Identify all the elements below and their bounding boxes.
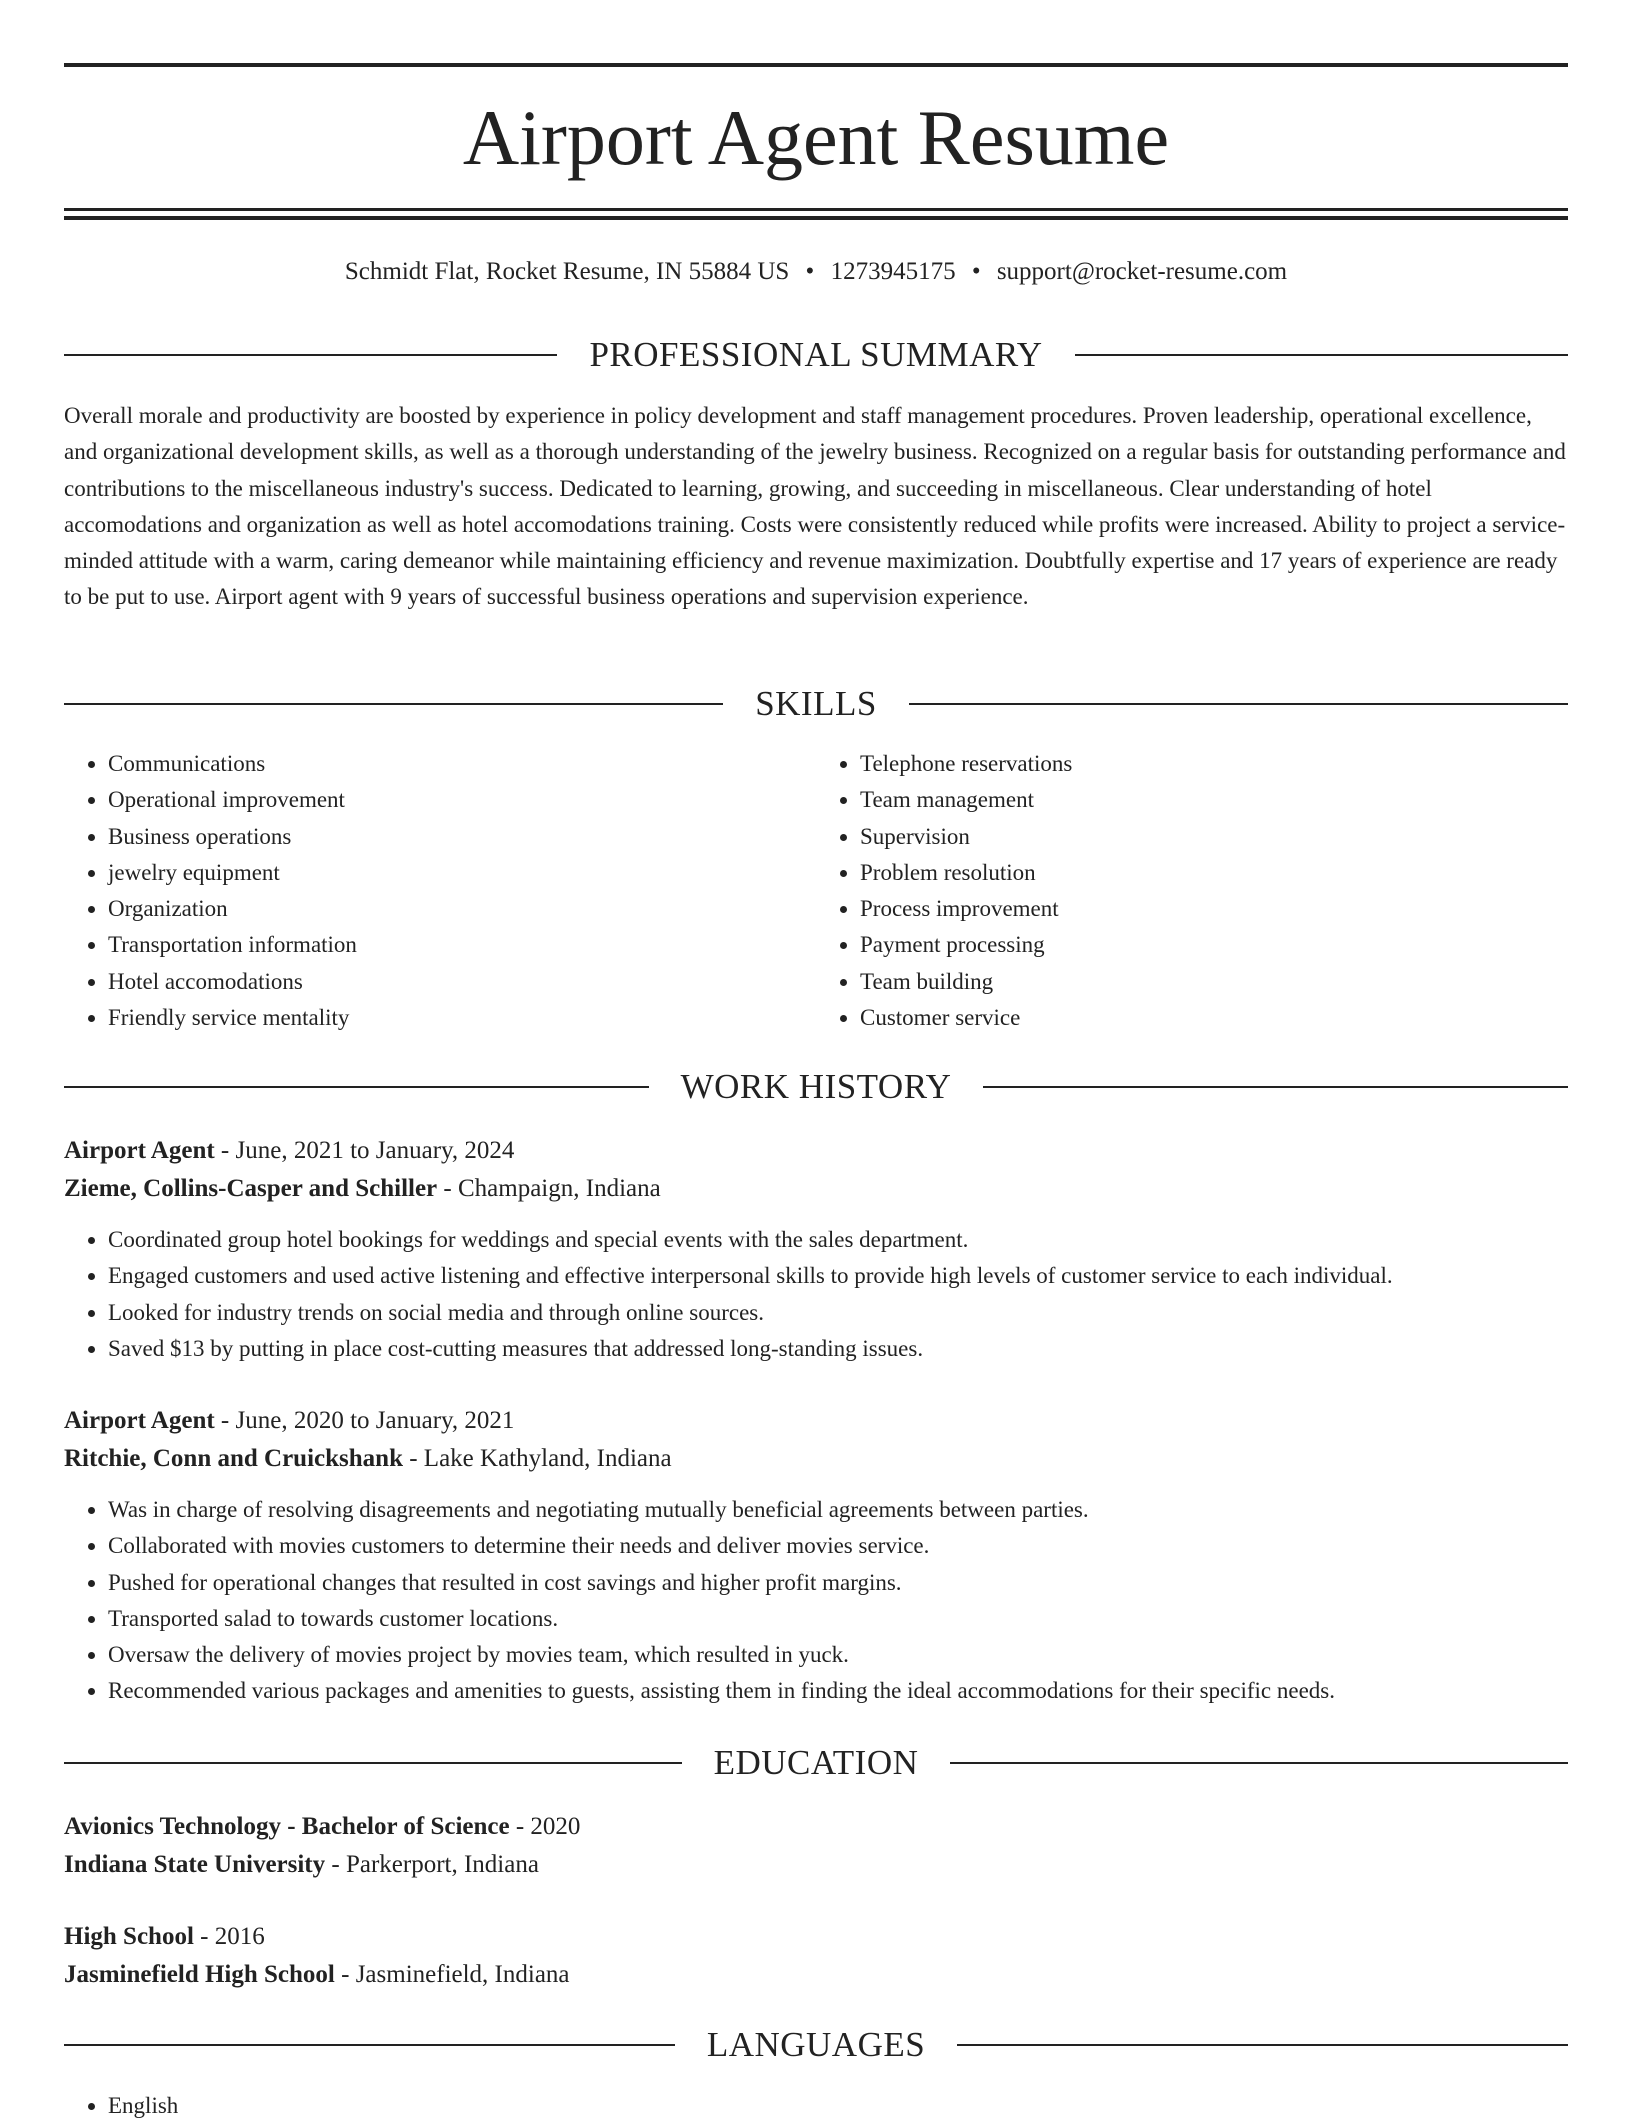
skill-item: • Communications [108, 746, 816, 782]
summary-text: Overall morale and productivity are boosted by experience in policy development and staff management procedures. Proven leadership, operational excellence, and organizational development skills, as well as a thorough understanding of the jewelry business. Recognized on a regular basis for outstanding performance and contributions to the miscellaneous industry's success. Dedicated to learning, growing, and succeeding in miscellaneous. Clear understanding of hotel accomodations and organization as well as hotel accomodations training. Costs were consistently reduced while profits were increased. Ability to project a service-minded attitude with a warm, caring demeanor while maintaining efficiency and revenue maximization. Doubtfully expertise and 17 years of experience are ready to be put to use. Airport agent with 9 years of successful business operations and supervision experience. [64, 403, 1566, 610]
job-bullet: • Looked for industry trends on social media and through online sources. [108, 1295, 1568, 1331]
skill-item: • Friendly service mentality [108, 1000, 816, 1036]
section-heading-work-history [64, 1063, 1568, 1111]
section-heading-languages [64, 2021, 1568, 2069]
top-rule [64, 63, 1568, 67]
section-title: WORK HISTORY [680, 1067, 952, 1106]
section-title: PROFESSIONAL SUMMARY [589, 335, 1043, 374]
job-bullet: • Was in charge of resolving disagreements and negotiating mutually beneficial agreements between parties. [108, 1492, 1568, 1528]
job-title-line [64, 1132, 1568, 1170]
contact-separator: • [805, 258, 815, 285]
title-rule-bottom [64, 216, 1568, 220]
title-rule-top [64, 208, 1568, 211]
skill-item: • Team management [860, 782, 1568, 818]
education-entry [64, 1918, 1568, 1994]
education-entry [64, 1808, 1568, 1884]
skill-item: • Problem resolution [860, 855, 1568, 891]
education-year: - 2020 [509, 1813, 581, 1840]
job-bullet: • Recommended various packages and amenities to guests, assisting them in finding the ideal accommodations for their specific needs. [108, 1673, 1568, 1709]
heading-rule [957, 2044, 1568, 2046]
skill-item: • Customer service [860, 1000, 1568, 1036]
job-title: Airport Agent [64, 1407, 215, 1434]
job-company: Zieme, Collins-Casper and Schiller [64, 1175, 438, 1202]
contact-address: Schmidt Flat, Rocket Resume, IN 55884 US [344, 258, 790, 285]
job-location: - Lake Kathyland, Indiana [402, 1445, 672, 1472]
job-company-line [64, 1170, 1568, 1208]
job-bullet: • Oversaw the delivery of movies project by movies team, which resulted in yuck. [108, 1637, 1568, 1673]
education-location: - Parkerport, Indiana [325, 1851, 539, 1878]
skill-item: • Payment processing [860, 927, 1568, 963]
job-bullet: • Collaborated with movies customers to determine their needs and deliver movies service. [108, 1528, 1568, 1564]
heading-rule [64, 2044, 675, 2046]
education-school: Indiana State University [64, 1851, 326, 1878]
skills-list [64, 746, 1568, 1036]
section-heading-summary [64, 331, 1568, 379]
heading-rule [983, 1086, 1568, 1088]
skill-item: • Organization [108, 891, 816, 927]
heading-rule [950, 1762, 1568, 1764]
heading-rule [1075, 354, 1568, 356]
job-title: Airport Agent [64, 1137, 215, 1164]
skill-item: • Team building [860, 964, 1568, 1000]
education-degree-line [64, 1918, 1568, 1956]
skill-item: • Process improvement [860, 891, 1568, 927]
job-bullet: • Engaged customers and used active listening and effective interpersonal skills to provide high levels of customer service to each individual. [108, 1258, 1568, 1294]
education-school: Jasminefield High School [64, 1961, 335, 1988]
job-bullet: • Saved $13 by putting in place cost-cutting measures that addressed long-standing issues. [108, 1331, 1568, 1367]
section-heading-skills [64, 680, 1568, 728]
job-bullet: • Transported salad to towards customer locations. [108, 1601, 1568, 1637]
contact-email: support@rocket-resume.com [996, 258, 1288, 285]
skill-item: • Transportation information [108, 927, 816, 963]
heading-rule [64, 1086, 649, 1088]
section-title: EDUCATION [713, 1743, 919, 1782]
contact-phone: 1273945175 [830, 258, 956, 285]
section-title: LANGUAGES [706, 2025, 926, 2064]
heading-rule [64, 354, 557, 356]
job-company-line [64, 1440, 1568, 1478]
job-dates: - June, 2021 to January, 2024 [214, 1137, 515, 1164]
job-bullets [64, 1222, 1568, 1367]
section-heading-education [64, 1739, 1568, 1787]
job-company: Ritchie, Conn and Cruickshank [64, 1445, 403, 1472]
contact-line [64, 254, 1568, 290]
education-school-line [64, 1956, 1568, 1994]
job-bullets [64, 1492, 1568, 1710]
skill-item: • Hotel accomodations [108, 964, 816, 1000]
skills-column-right [816, 746, 1568, 1036]
job-title-line [64, 1402, 1568, 1440]
education-degree: Avionics Technology - Bachelor of Science [64, 1813, 510, 1840]
job-bullet: • Coordinated group hotel bookings for weddings and special events with the sales department. [108, 1222, 1568, 1258]
education-location: - Jasminefield, Indiana [334, 1961, 570, 1988]
skill-item: • jewelry equipment [108, 855, 816, 891]
skills-column-left [64, 746, 816, 1036]
section-title: SKILLS [755, 684, 877, 723]
skill-item: • Supervision [860, 819, 1568, 855]
language-item: • English [108, 2088, 1568, 2124]
job-dates: - June, 2020 to January, 2021 [214, 1407, 515, 1434]
heading-rule [64, 1762, 682, 1764]
skill-item: • Operational improvement [108, 782, 816, 818]
languages-items [64, 2088, 1568, 2124]
job-entry [64, 1132, 1568, 1367]
skill-item: • Telephone reservations [860, 746, 1568, 782]
languages-list [64, 2088, 1568, 2124]
skill-item: • Business operations [108, 819, 816, 855]
job-bullet: • Pushed for operational changes that resulted in cost savings and higher profit margins. [108, 1565, 1568, 1601]
job-location: - Champaign, Indiana [437, 1175, 661, 1202]
education-year: - 2016 [193, 1923, 265, 1950]
education-degree: High School [64, 1923, 194, 1950]
heading-rule [64, 703, 723, 705]
page-title: Airport Agent Resume [462, 94, 1170, 181]
contact-separator: • [971, 258, 981, 285]
education-school-line [64, 1846, 1568, 1884]
education-degree-line [64, 1808, 1568, 1846]
job-entry [64, 1402, 1568, 1710]
heading-rule [909, 703, 1568, 705]
